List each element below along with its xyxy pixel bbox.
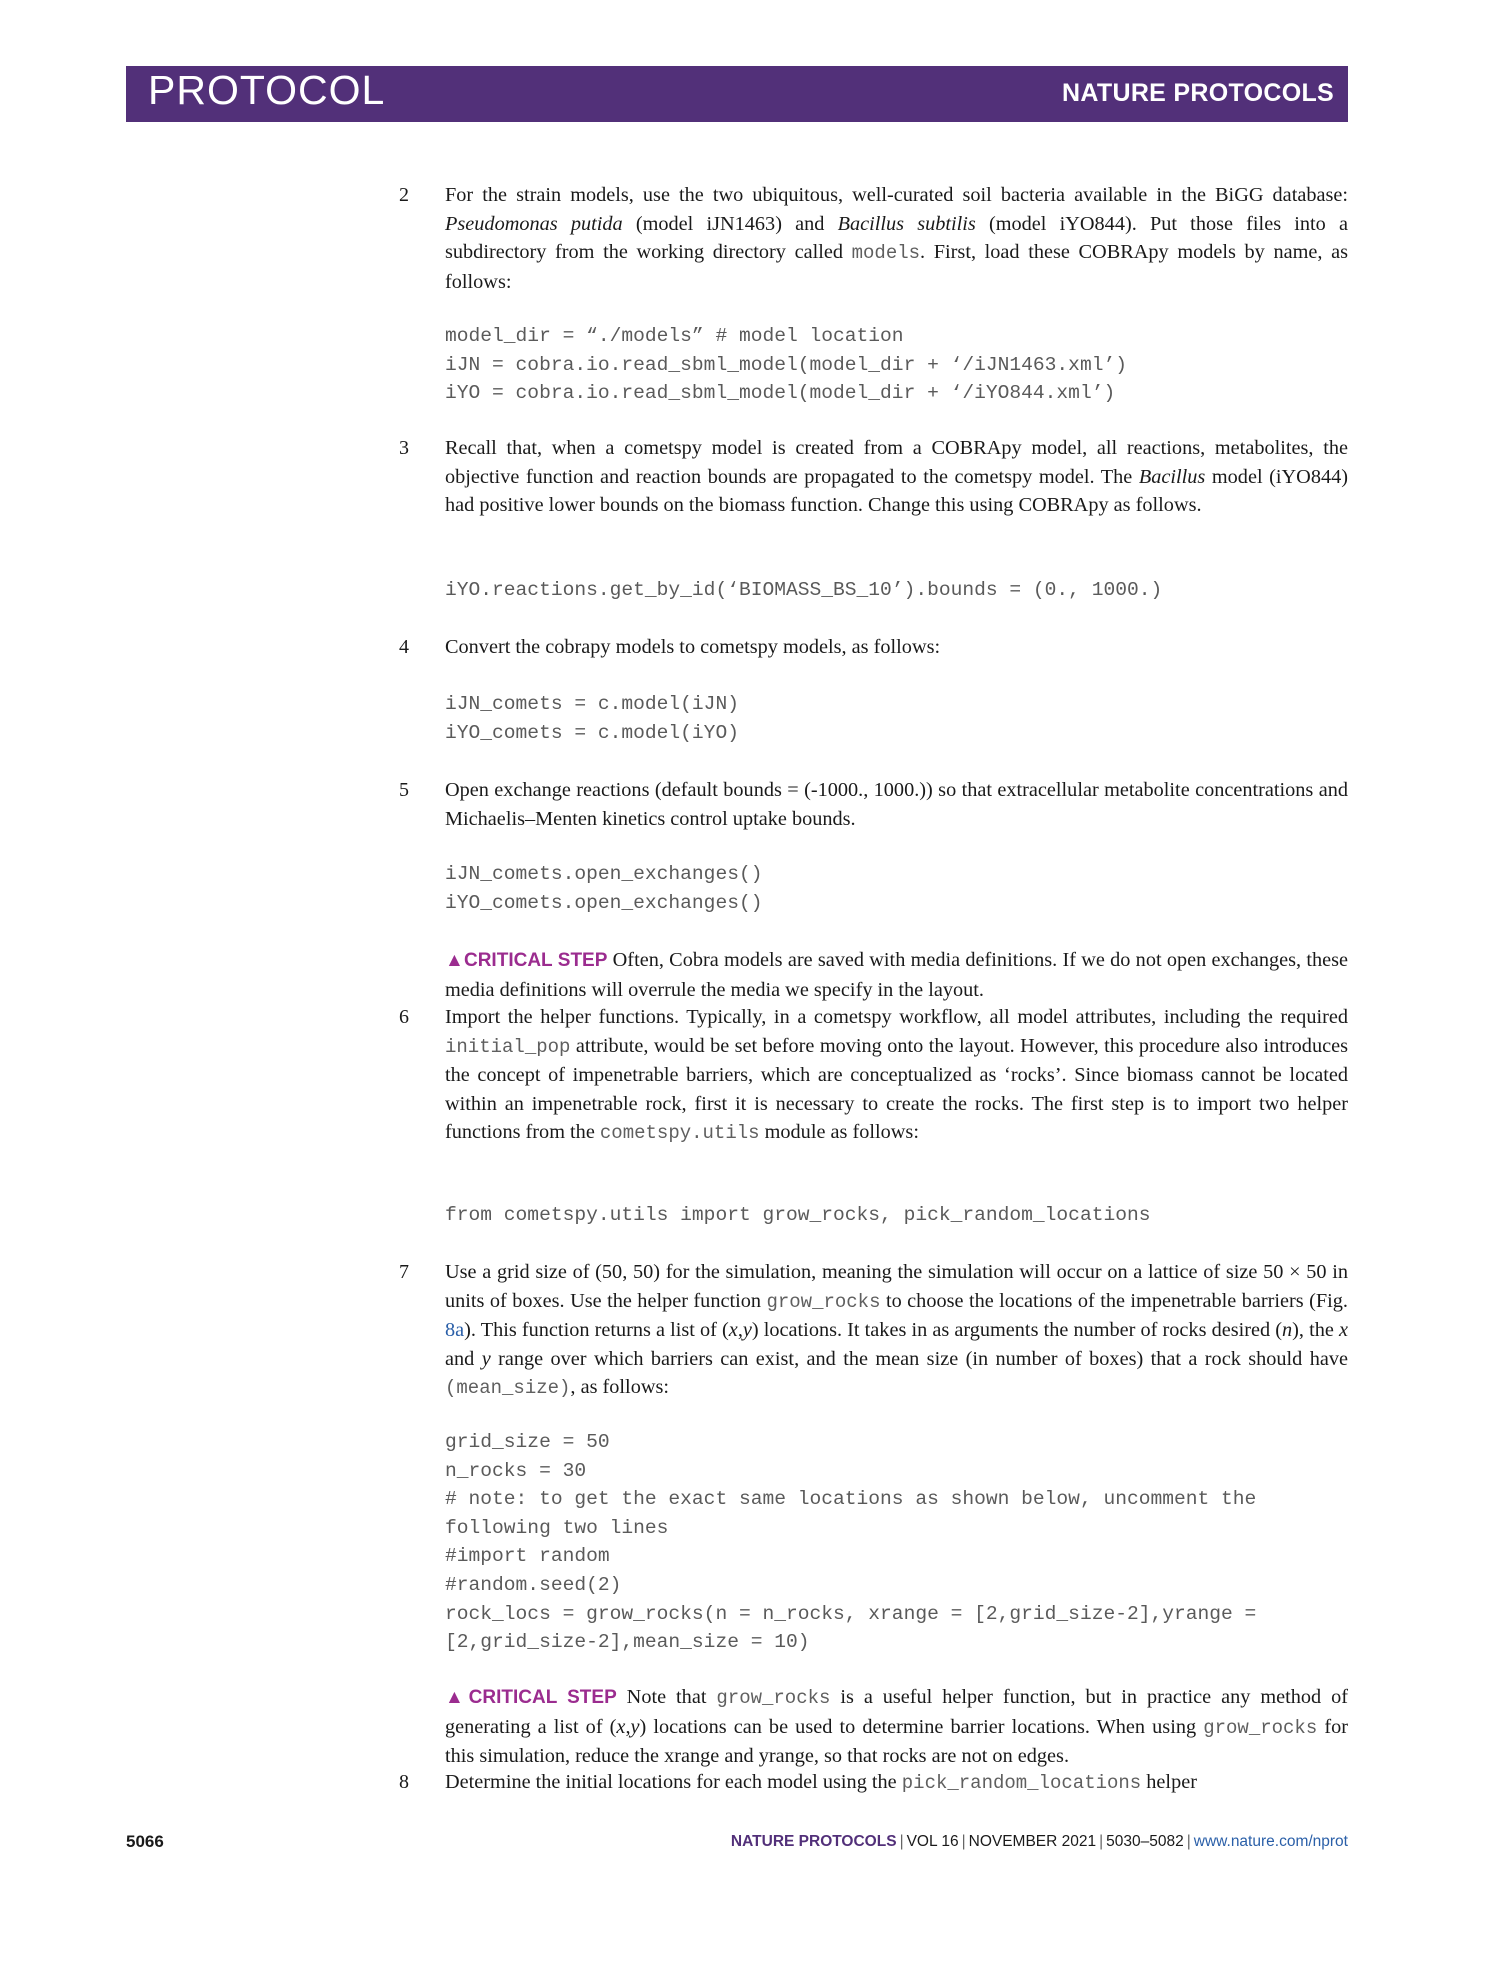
step-number-6: 6 [399, 1006, 409, 1028]
footer-url-link[interactable]: www.nature.com/nprot [1193, 1833, 1348, 1850]
section-label: PROTOCOL [148, 67, 386, 113]
inline-code: pick_random_locations [901, 1772, 1142, 1794]
inline-code: grow_rocks [716, 1687, 831, 1709]
footer-journal: NATURE PROTOCOLS [730, 1833, 897, 1850]
inline-code: initial_pop [445, 1035, 571, 1058]
code-line: iYO_comets.open_exchanges() [445, 891, 763, 914]
step-2-text: For the strain models, use the two ubiquitous, well-curated soil bacteria available in the BiGG database: Pseudomonas putida (model iJN1463) and Bacillus subtilis (model iYO844). Put those files into a subdirectory from the working directory called models. First, load these COBRApy models by name, as follows: [445, 184, 1348, 293]
critical-step-note: ▲CRITICAL STEP Note that grow_rocks is a useful helper function, but in practice any method of generating a list of (x,y) locations can be used to determine barrier locations. When using grow_rocks for this simulation, reduce the xrange and yrange, so that rocks are not on edges. [445, 1686, 1348, 1767]
page-number: 5066 [126, 1832, 164, 1851]
header-banner [126, 66, 1348, 122]
step-5-text: Open exchange reactions (default bounds = (-1000., 1000.)) so that extracellular metabolite concentrations and Michaelis–Menten kinetics control uptake bounds. [445, 779, 1348, 830]
inline-code: grow_rocks [1203, 1716, 1318, 1739]
step-7-text: Use a grid size of (50, 50) for the simulation, meaning the simulation will occur on a lattice of size 50 × 50 in units of boxes. Use the helper function grow_rocks to choose the locations of the impenetrable barriers (Fig. 8a). This function returns a list of (x,y) locations. It takes in as arguments the number of rocks desired (n), the x and y range over which barriers can exist, and the mean size (in number of boxes) that a rock should have (mean_size), as follows: [445, 1261, 1348, 1399]
code-line: rock_locs = grow_rocks(n = n_rocks, xrange = [2,grid_size-2],yrange = [445, 1602, 1257, 1625]
journal-name: NATURE PROTOCOLS [1062, 79, 1334, 107]
step-6-text: Import the helper functions. Typically, in a cometspy workflow, all model attributes, including the required initial_pop attribute, would be set before moving onto the layout. However, this procedure also introduces the concept of impenetrable barriers, which are conceptualized as ‘rocks’. Since biomass cannot be located within an impenetrable rock, first it is necessary to create the rocks. The first step is to import two helper functions from the cometspy.utils module as follows: [445, 1006, 1348, 1144]
inline-code: cometspy.utils [599, 1122, 760, 1144]
step-6-code [445, 1201, 1355, 1230]
footer-pages: 5030–5082 [1106, 1833, 1184, 1850]
footer-citation: NATURE PROTOCOLS | VOL 16 | NOVEMBER 2021 | 5030–5082 | www.nature.com/nprot [730, 1833, 1348, 1850]
step-3-text: Recall that, when a cometspy model is created from a COBRApy model, all reactions, metabolites, the objective function and reaction bounds are propagated to the cometspy model. The Bacillus model (iYO844) had positive lower bounds on the biomass function. Change this using COBRApy as follows. [445, 437, 1348, 516]
inline-code: grow_rocks [766, 1290, 881, 1313]
step-5-code [445, 860, 1355, 917]
code-line: iYO.reactions.get_by_id(‘BIOMASS_BS_10’).bounds = (0., 1000.) [445, 579, 1163, 601]
step-number-8: 8 [399, 1771, 409, 1793]
code-line: iYO = cobra.io.read_sbml_model(model_dir + ‘/iYO844.xml’) [445, 382, 1116, 405]
code-line: from cometspy.utils import grow_rocks, pick_random_locations [445, 1204, 1151, 1226]
code-line: grid_size = 50 [445, 1431, 610, 1453]
step-number-4: 4 [399, 636, 409, 658]
footer-date: NOVEMBER 2021 [968, 1833, 1097, 1850]
figure-link[interactable]: 8a [445, 1319, 465, 1341]
code-line: [2,grid_size-2],mean_size = 10) [445, 1631, 810, 1654]
step-number-5: 5 [399, 779, 409, 801]
step-number-3: 3 [399, 437, 409, 459]
step-4-code [445, 690, 1355, 747]
code-line: iJN_comets.open_exchanges() [445, 863, 763, 885]
code-line: iJN_comets = c.model(iJN) [445, 693, 739, 715]
code-line: #random.seed(2) [445, 1573, 622, 1596]
footer-volume: VOL 16 [906, 1833, 959, 1850]
step-number-7: 7 [399, 1261, 409, 1283]
code-line: # note: to get the exact same locations as shown below, uncomment the [445, 1488, 1257, 1511]
code-line: n_rocks = 30 [445, 1459, 587, 1482]
code-line: model_dir = “./models” # model location [445, 325, 904, 347]
step-number-2: 2 [399, 184, 409, 206]
step-2-code [445, 322, 1355, 408]
step-7-code [445, 1428, 1355, 1657]
code-line: iJN = cobra.io.read_sbml_model(model_dir + ‘/iJN1463.xml’) [445, 353, 1127, 376]
step-8-text: Determine the initial locations for each model using the pick_random_locations helper [445, 1771, 1197, 1794]
inline-code: models [851, 242, 921, 264]
step-3-code [445, 576, 1355, 605]
code-line: #import random [445, 1545, 610, 1568]
code-line: iYO_comets = c.model(iYO) [445, 721, 739, 744]
step-4-text: Convert the cobrapy models to cometspy models, as follows: [445, 636, 941, 658]
critical-step-label: ▲CRITICAL STEP [445, 950, 608, 971]
critical-step-label: ▲CRITICAL STEP [445, 1687, 617, 1708]
code-line: following two lines [445, 1516, 669, 1539]
inline-code: (mean_size) [445, 1377, 571, 1399]
critical-step-note: ▲CRITICAL STEP Often, Cobra models are saved with media definitions. If we do not open exchanges, these media definitions will overrule the media we specify in the layout. [445, 949, 1348, 1001]
